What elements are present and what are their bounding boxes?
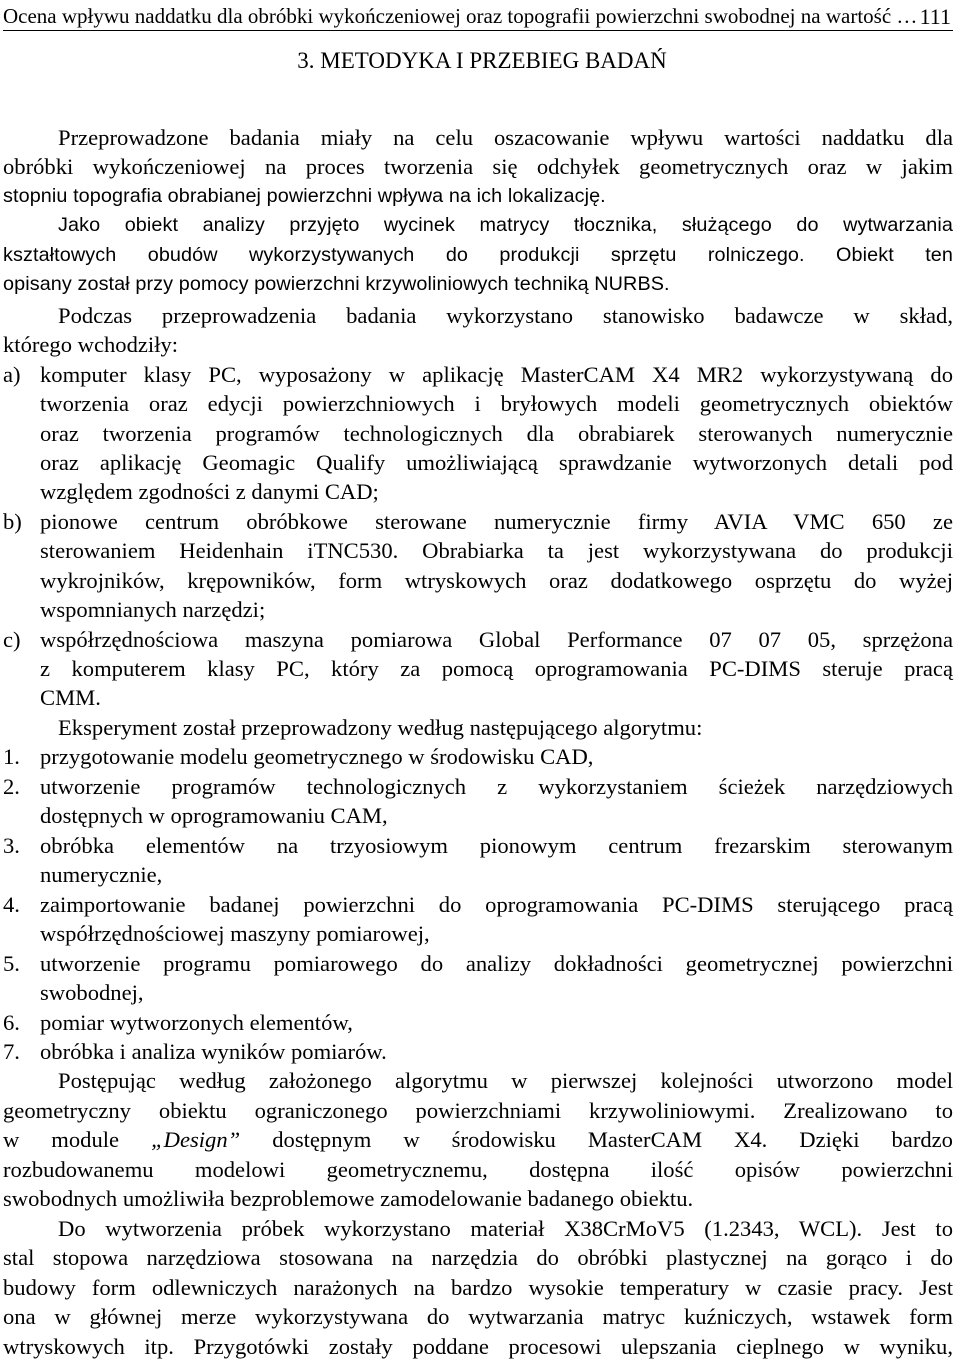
list-marker: a) <box>3 362 21 387</box>
paragraph-line: kształtowych obudów wykorzystywanych do produkcji sprzętu rolniczego. Obiekt ten <box>3 244 953 266</box>
paragraph-line: Przeprowadzone badania miały na celu oszacowanie wpływu wartości naddatku dla <box>58 125 953 150</box>
list-marker: 7. <box>3 1039 20 1064</box>
paragraph-line: stopniu topografia obrabianej powierzchni wpływa na ich lokalizację. <box>3 185 606 207</box>
paragraph-line: Postępując według założonego algorytmu w pierwszej kolejności utworzono model <box>58 1068 953 1093</box>
list-marker: 1. <box>3 744 20 769</box>
list-item-line: obróbka elementów na trzyosiowym pionowym centrum frezarskim sterowanym <box>40 833 953 858</box>
list-item-line: pionowe centrum obróbkowe sterowane numerycznie firmy AVIA VMC 650 ze <box>40 509 953 534</box>
text-span: w module <box>3 1127 120 1152</box>
list-item-line: tworzenia oraz edycji powierzchniowych i bryłowych modeli geometrycznych obiektów <box>40 391 953 416</box>
list-item-line: współrzędnościowa maszyna pomiarowa Global Performance 07 07 05, sprzężona <box>40 627 953 652</box>
section-heading: 3. METODYKA I PRZEBIEG BADAŃ <box>297 48 667 73</box>
running-header <box>3 4 953 31</box>
list-item-line: sterowaniem Heidenhain iTNC530. Obrabiarka ta jest wykorzystywana do produkcji <box>40 538 953 563</box>
paragraph-line: Podczas przeprowadzenia badania wykorzystano stanowisko badawcze w skład, <box>58 303 953 328</box>
paragraph-line: którego wchodziły: <box>3 332 179 357</box>
list-item-line: współrzędnościowej maszyny pomiarowej, <box>40 921 430 946</box>
list-marker: 3. <box>3 833 20 858</box>
list-item-line: pomiar wytworzonych elementów, <box>40 1010 353 1035</box>
list-item-line: obróbka i analiza wyników pomiarów. <box>40 1039 387 1064</box>
list-item-line: oraz aplikację Geomagic Qualify umożliwiającą sprawdzanie wytworzonych detali pod <box>40 450 953 475</box>
text-span: dostępnym w środowisku MasterCAM X4. Dzięki bardzo <box>272 1127 953 1152</box>
paragraph-line: opisany został przy pomocy powierzchni krzywoliniowych techniką NURBS. <box>3 273 670 295</box>
paragraph-line: geometryczny obiektu ograniczonego powierzchniami krzywoliniowymi. Zrealizowano to <box>3 1098 953 1123</box>
paragraph-line: ona w głównej merze wykorzystywana do wytwarzania matryc kuźniczych, wstawek form <box>3 1304 953 1329</box>
list-item-line: przygotowanie modelu geometrycznego w środowisku CAD, <box>40 744 594 769</box>
list-item-line: zaimportowanie badanej powierzchni do oprogramowania PC-DIMS sterującego pracą <box>40 892 953 917</box>
list-item-line: utworzenie programu pomiarowego do analizy dokładności geometrycznej powierzchni <box>40 951 953 976</box>
paragraph-line: stal stopowa narzędziowa stosowana na narzędzia do obróbki plastycznej na gorąco i do <box>3 1245 953 1270</box>
list-marker: b) <box>3 509 22 534</box>
page-number: 111 <box>919 4 951 29</box>
list-item-line: wspomnianych narzędzi; <box>40 597 266 622</box>
paragraph-line: swobodnych umożliwiła bezproblemowe zamodelowanie badanego obiektu. <box>3 1186 694 1211</box>
list-item-line: wykrojników, krępowników, form wtryskowych oraz dodatkowego osprzętu do wyżej <box>40 568 953 593</box>
paragraph-line: Eksperyment został przeprowadzony według następującego algorytmu: <box>58 715 703 740</box>
list-item-line: numerycznie, <box>40 862 163 887</box>
paragraph-line: budowy form odlewniczych narażonych na bardzo wysokie temperatury w czasie pracy. Jest <box>3 1275 953 1300</box>
list-item-line: względem zgodności z danymi CAD; <box>40 479 379 504</box>
list-marker: c) <box>3 627 21 652</box>
list-item-line: swobodnej, <box>40 980 144 1005</box>
paragraph-line: wtryskowych itp. Przygotówki zostały poddane procesowi ulepszania cieplnego w wyniku, <box>3 1334 953 1359</box>
list-item-line: komputer klasy PC, wyposażony w aplikację MasterCAM X4 MR2 wykorzystywaną do <box>40 362 953 387</box>
paragraph-line <box>3 1127 953 1157</box>
list-item-line: utworzenie programów technologicznych z wykorzystaniem ścieżek narzędziowych <box>40 774 953 799</box>
list-item-line: oraz tworzenia programów technologicznych dla obrabiarek sterowanych numerycznie <box>40 421 953 446</box>
paragraph-line: obróbki wykończeniowej na proces tworzenia się odchyłek geometrycznych oraz w jakim <box>3 154 953 179</box>
list-item-line: dostępnych w oprogramowaniu CAM, <box>40 803 388 828</box>
paragraph-line: Do wytworzenia próbek wykorzystano materiał X38CrMoV5 (1.2343, WCL). Jest to <box>58 1216 953 1241</box>
list-marker: 5. <box>3 951 20 976</box>
list-marker: 6. <box>3 1010 20 1035</box>
list-marker: 4. <box>3 892 20 917</box>
list-marker: 2. <box>3 774 20 799</box>
list-item-line: z komputerem klasy PC, który za pomocą oprogramowania PC-DIMS steruje pracą <box>40 656 953 681</box>
list-item-line: CMM. <box>40 685 101 710</box>
running-header-title: Ocena wpływu naddatku dla obróbki wykończeniowej oraz topografii powierzchni swobodnej na wartość … <box>3 4 918 28</box>
paragraph-line: Jako obiekt analizy przyjęto wycinek matrycy tłocznika, służącego do wytwarzania <box>58 214 953 236</box>
module-name: „Design” <box>151 1127 241 1152</box>
paragraph-line: rozbudowanemu modelowi geometrycznemu, dostępna ilość opisów powierzchni <box>3 1157 953 1182</box>
